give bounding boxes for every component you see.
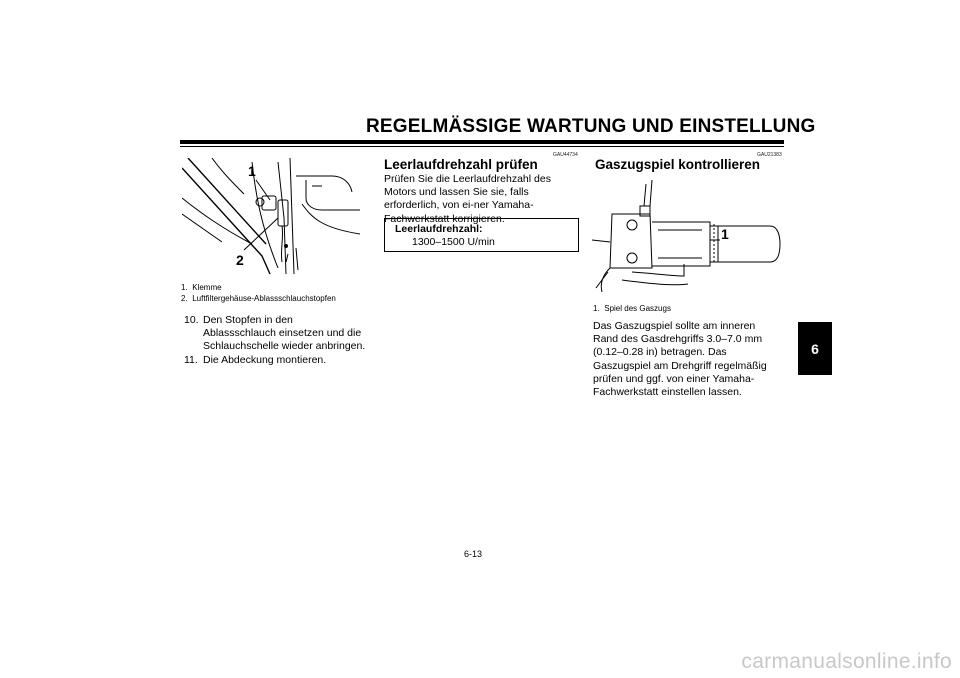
caption-item — [181, 293, 336, 304]
caption-number: 1. — [181, 283, 188, 292]
section-code: GAU44734 — [553, 152, 578, 158]
page-title: REGELMÄSSIGE WARTUNG UND EINSTELLUNG — [366, 116, 816, 137]
step-text: Die Abdeckung montieren. — [203, 353, 327, 366]
figure-callout-2: 2 — [236, 252, 244, 268]
drain-hose-illustration — [182, 158, 360, 276]
header-rule-thin — [180, 146, 784, 147]
figure-caption-list — [181, 282, 336, 305]
header-rule — [180, 140, 784, 144]
spec-label: Leerlaufdrehzahl: — [395, 223, 483, 235]
procedure-step — [184, 314, 368, 354]
spec-value: 1300–1500 U/min — [412, 236, 495, 248]
page-number: 6-13 — [464, 549, 483, 559]
step-number: 11. — [184, 353, 198, 366]
step-number: 10. — [184, 314, 199, 326]
chapter-tab[interactable]: 6 — [798, 322, 832, 375]
throttle-cable-paragraph: Das Gaszugspiel sollte am inneren Rand des Gasdrehgriffs 3.0–7.0 mm (0.12–0.28 in) betragen. Das Gaszugspiel am Drehgriff regelmäßig prüfen und ggf. von einer Yamaha-Fachwerkstatt einstellen lassen. — [593, 320, 767, 399]
caption-item — [593, 303, 671, 314]
spec-box — [384, 218, 579, 252]
procedure-step — [184, 353, 368, 367]
watermark-text: carmanualsonline.info — [741, 650, 952, 673]
caption-number: 1. — [593, 304, 600, 313]
step-text: Den Stopfen in den Ablassschlauch einsetzen und die Schlauchschelle wieder anbringen. — [203, 314, 366, 353]
section-code: GAU21383 — [757, 152, 782, 158]
section-heading-throttle-cable: Gaszugspiel kontrollieren — [595, 157, 761, 172]
figure-callout-1: 1 — [248, 163, 256, 179]
caption-number: 2. — [181, 294, 188, 304]
throttle-grip-illustration — [592, 180, 782, 292]
idle-speed-paragraph: Prüfen Sie die Leerlaufdrehzahl des Motors und lassen Sie sie, falls erforderlich, von ei-ner Yamaha-Fachwerkstatt korrigieren. — [384, 173, 551, 225]
section-heading-idle-speed: Leerlaufdrehzahl prüfen — [384, 157, 538, 172]
figure-caption-list — [593, 303, 671, 314]
caption-text: Luftfiltergehäuse-Ablassschlauchstopfen — [192, 294, 336, 304]
caption-text: Klemme — [192, 283, 222, 292]
procedure-steps — [184, 314, 368, 367]
figure-callout-1: 1 — [721, 226, 729, 242]
caption-item — [181, 282, 336, 293]
caption-text: Spiel des Gaszugs — [604, 304, 671, 313]
